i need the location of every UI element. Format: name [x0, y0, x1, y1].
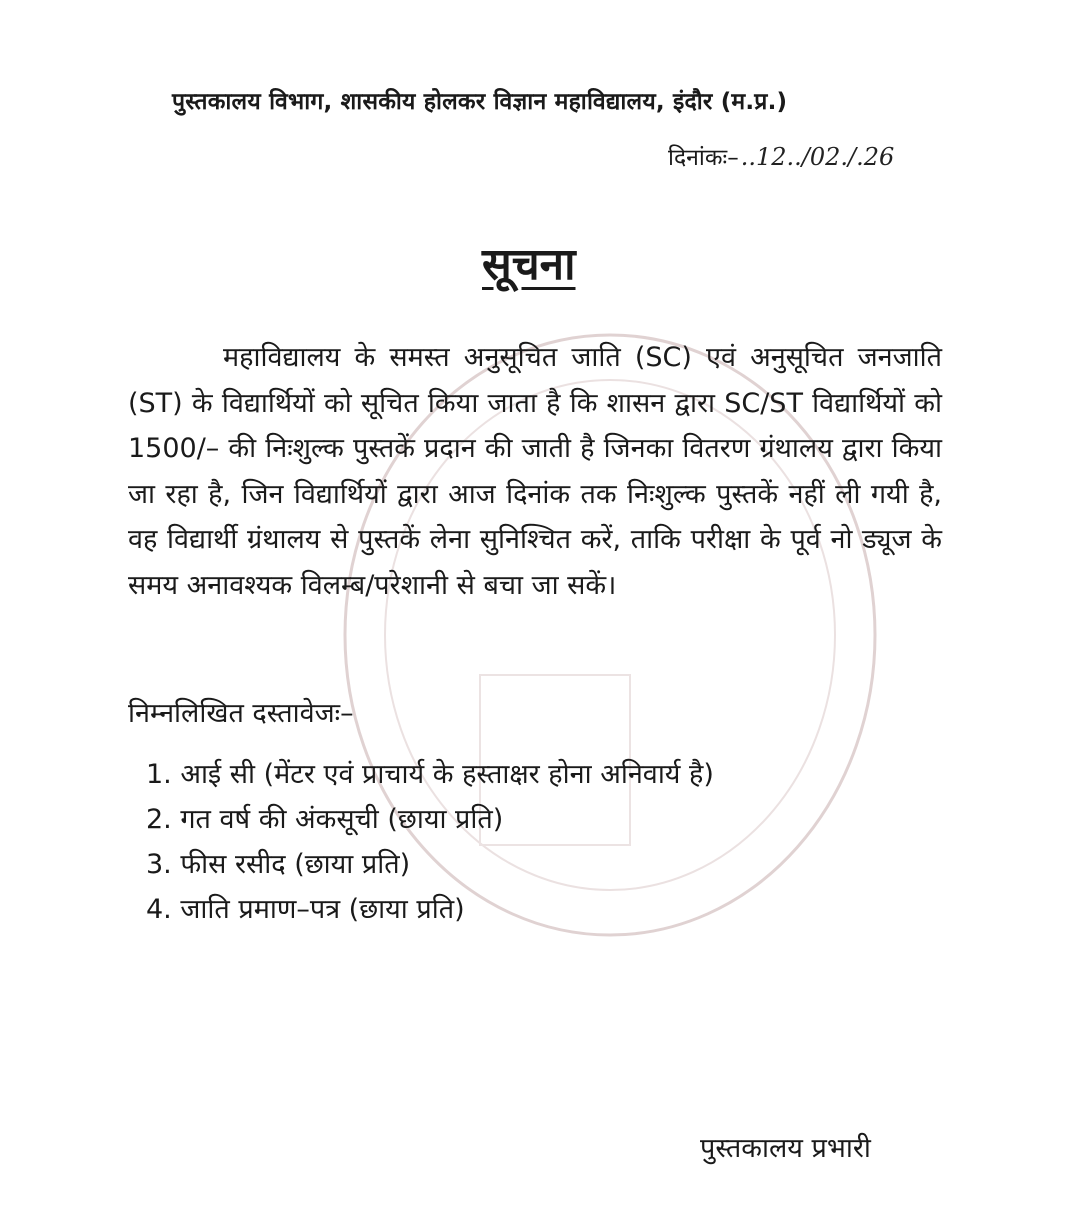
documents-heading: निम्नलिखित दस्तावेजः–	[128, 698, 354, 729]
documents-list	[146, 752, 714, 932]
list-item: 3. फीस रसीद (छाया प्रति)	[146, 849, 411, 880]
notice-title: सूचना	[482, 239, 576, 290]
date-row	[668, 140, 894, 172]
signature-designation: पुस्तकालय प्रभारी	[700, 1133, 871, 1164]
date-label: दिनांकः–	[668, 145, 739, 171]
date-value: ..12../02./.26	[740, 143, 895, 171]
list-item: 2. गत वर्ष की अंकसूची (छाया प्रति)	[146, 804, 504, 835]
notice-body: महाविद्यालय के समस्त अनुसूचित जाति (SC) एवं अनुसूचित जनजाति (ST) के विद्यार्थियों को सूचित किया जाता है कि शासन द्वारा SC/ST विद्यार्थियों को 1500/– की निःशुल्क पुस्तकें प्रदान की जाती है जिनका वितरण ग्रंथालय द्वारा किया जा रहा है, जिन विद्यार्थियों द्वारा आज दिनांक तक निःशुल्क पुस्तकें नहीं ली गयी है, वह विद्यार्थी ग्रंथालय से पुस्तकें लेना सुनिश्चित करें, ताकि परीक्षा के पूर्व नो ड्यूज के समय अनावश्यक विलम्ब/परेशानी से बचा जा सकें।	[128, 342, 942, 601]
office-header: पुस्तकालय विभाग, शासकीय होलकर विज्ञान महाविद्यालय, इंदौर (म.प्र.)	[172, 89, 788, 115]
list-item: 1. आई सी (मेंटर एवं प्राचार्य के हस्ताक्षर होना अनिवार्य है)	[146, 759, 714, 790]
list-item: 4. जाति प्रमाण–पत्र (छाया प्रति)	[146, 894, 465, 925]
